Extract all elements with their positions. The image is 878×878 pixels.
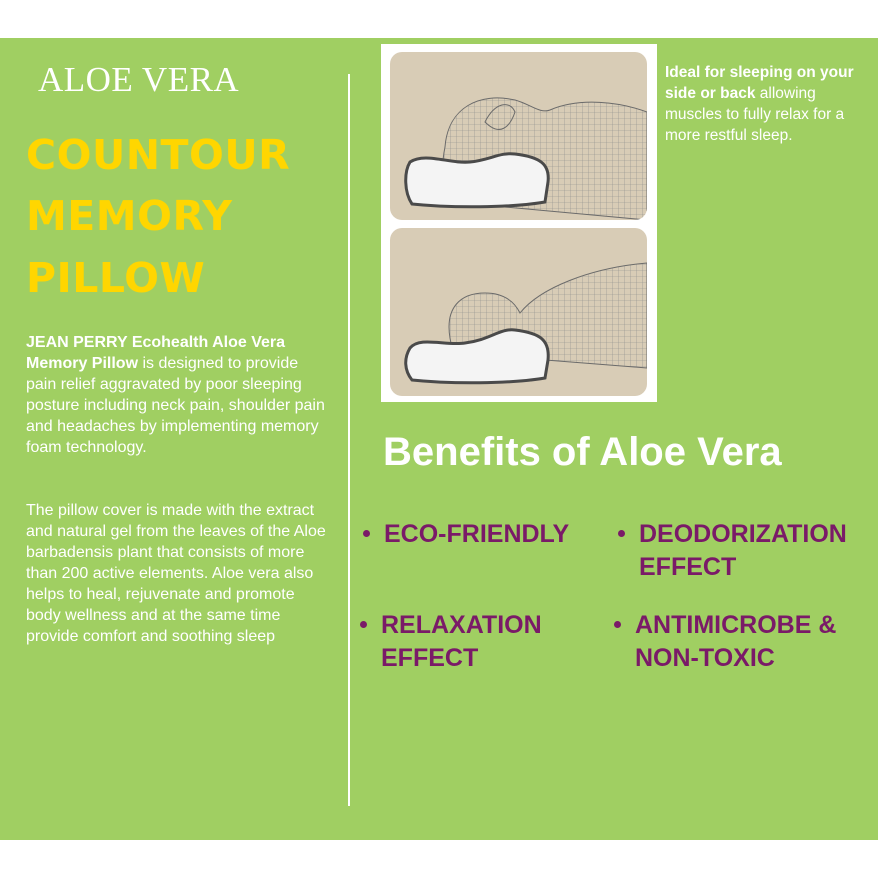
back-sleeping-image — [390, 228, 647, 396]
headline-line-3: PILLOW — [26, 254, 206, 302]
headline-line-1: COUNTOUR — [26, 131, 291, 179]
benefit-label: RELAXATION EFFECT — [381, 611, 542, 672]
sleep-caption — [665, 62, 875, 146]
benefit-item — [363, 518, 569, 551]
product-name: JEAN PERRY Ecohealth Aloe Vera Memory Pillow — [26, 334, 286, 372]
benefit-label: ECO-FRIENDLY — [384, 520, 570, 548]
benefit-label: ANTIMICROBE & NON-TOXIC — [635, 611, 837, 672]
benefit-item — [614, 609, 836, 675]
bullet-icon — [363, 530, 370, 537]
caption-highlight: Ideal for sleeping on your side or back — [665, 64, 854, 102]
benefit-label: DEODORIZATION EFFECT — [639, 520, 847, 581]
benefit-item — [360, 609, 542, 675]
benefits-title: Benefits of Aloe Vera — [383, 430, 782, 474]
intro-text: is designed to provide pain relief aggravated by poor sleeping posture including neck pain, shoulder pain and headaches by implementing memory foam technology. — [26, 355, 325, 456]
bullet-icon — [360, 621, 367, 628]
bullet-icon — [618, 530, 625, 537]
caption-text: allowing muscles to fully relax for a more restful sleep. — [665, 85, 845, 144]
benefit-item — [618, 518, 847, 584]
brand-title: ALOE VERA — [38, 60, 240, 99]
pillow-illustration — [381, 44, 657, 402]
vertical-divider — [348, 74, 350, 806]
side-sleeping-image — [390, 52, 647, 220]
cover-paragraph: The pillow cover is made with the extract and natural gel from the leaves of the Aloe barbadensis plant that consists of more than 200 active elements. Aloe vera also helps to heal, rejuvenate and promote body wellness and at the same time provide comfort and soothing sleep — [26, 502, 326, 645]
bullet-icon — [614, 621, 621, 628]
headline-line-2: MEMORY — [26, 192, 233, 240]
intro-paragraph — [26, 332, 326, 458]
